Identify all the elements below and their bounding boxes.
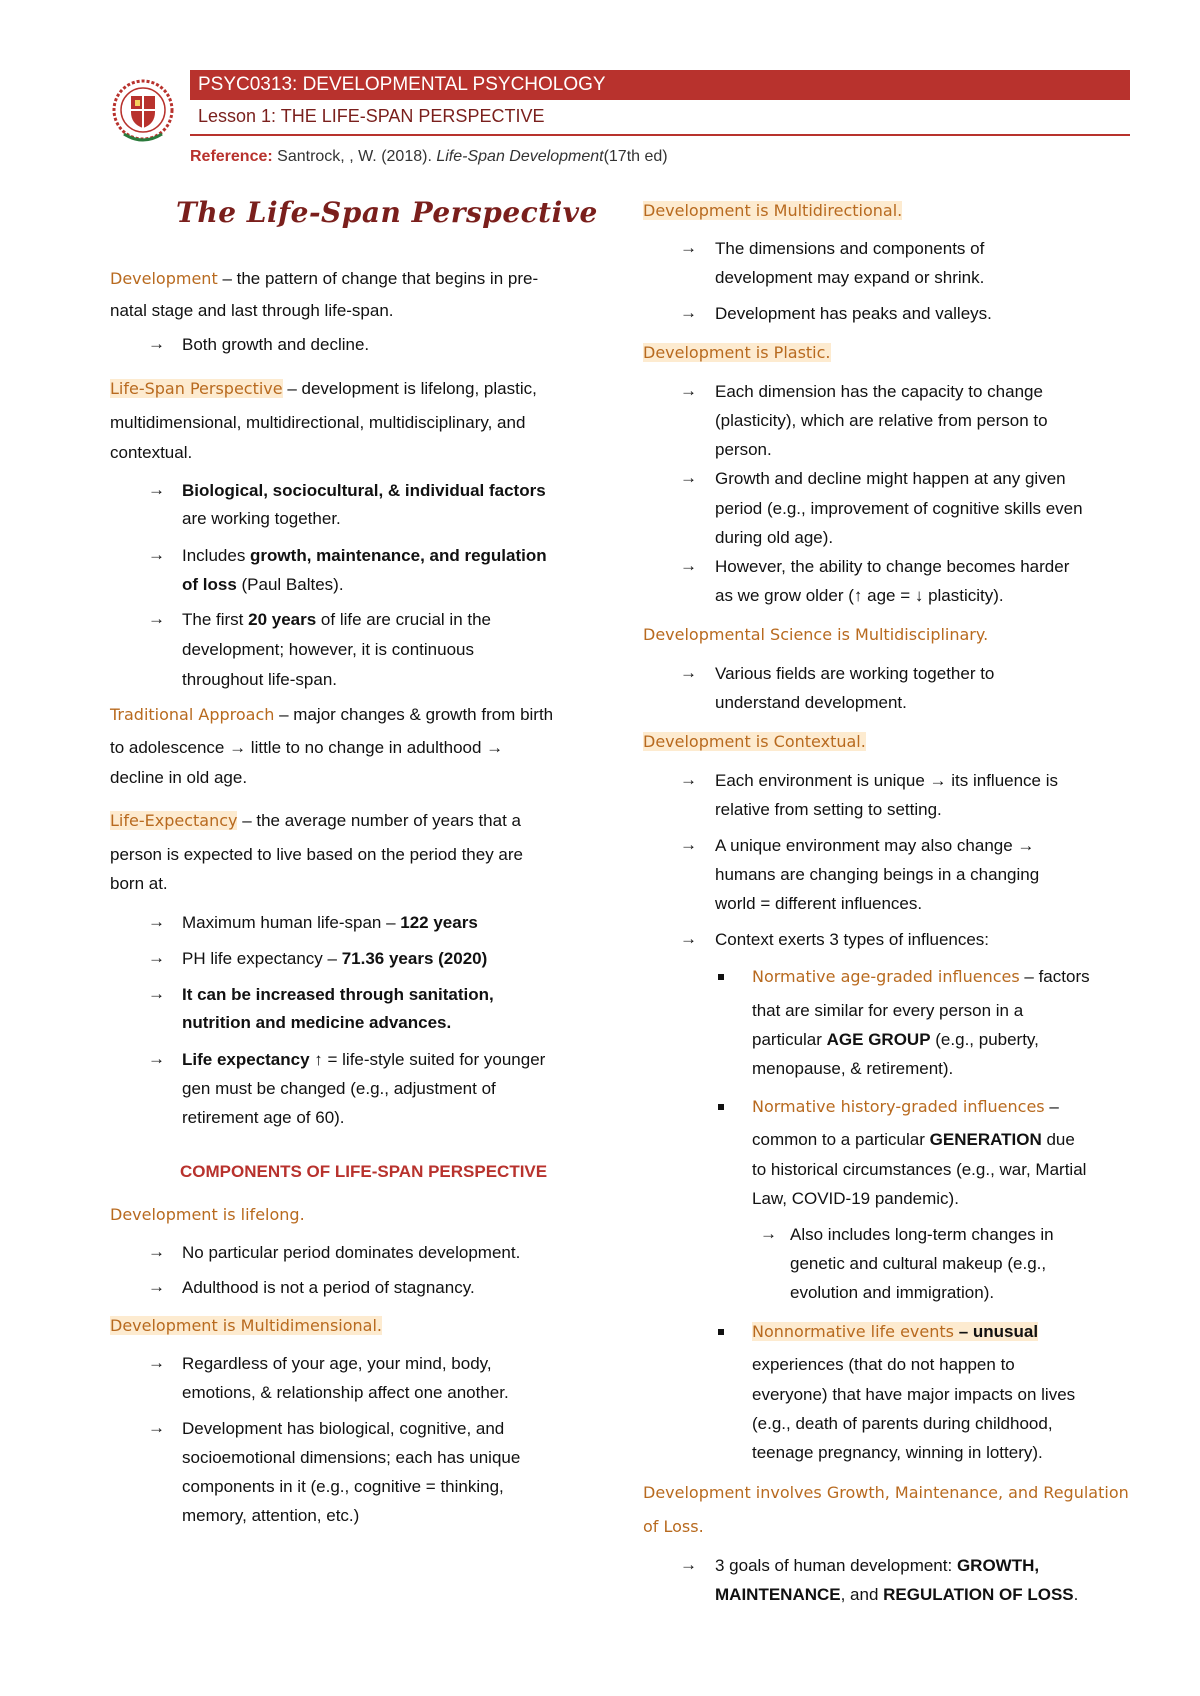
traditional-approach-definition xyxy=(110,700,553,729)
term-text: Normative history-graded influences xyxy=(752,1097,1045,1116)
text-line: as we grow older (↑ age = ↓ plasticity). xyxy=(715,586,1004,605)
right-arrow-icon: → xyxy=(148,609,165,628)
right-arrow-icon: → xyxy=(680,770,697,789)
text: 3 goals of human development: xyxy=(715,1556,957,1575)
section-heading xyxy=(643,727,866,756)
bold-text: MAINTENANCE xyxy=(715,1585,841,1604)
section-heading xyxy=(643,620,988,649)
bullet-text: However, the ability to change becomes harder xyxy=(715,557,1070,576)
life-expectancy-definition xyxy=(110,806,521,835)
right-arrow-icon: → xyxy=(680,929,697,948)
heading-text: Development is Multidirectional. xyxy=(643,201,903,220)
term-development: Development xyxy=(110,269,218,288)
text-line: genetic and cultural makeup (e.g., xyxy=(790,1254,1047,1273)
bullet-text xyxy=(182,605,491,634)
heading-text: Development is Plastic. xyxy=(643,343,831,362)
bullet-text xyxy=(182,541,547,570)
right-arrow-icon: → xyxy=(680,381,697,400)
text-line: menopause, & retirement). xyxy=(752,1059,954,1078)
header-rule xyxy=(190,134,1130,136)
text-line: evolution and immigration). xyxy=(790,1283,995,1302)
text-line: understand development. xyxy=(715,693,907,712)
text-line xyxy=(182,1008,451,1037)
bullet-text: Adulthood is not a period of stagnancy. xyxy=(182,1278,475,1297)
text: , and xyxy=(840,1585,884,1604)
text-line: Law, COVID-19 pandemic). xyxy=(752,1189,959,1208)
right-arrow-icon: → xyxy=(148,912,165,931)
text-line: throughout life-span. xyxy=(182,670,337,689)
text: common to a particular xyxy=(752,1130,930,1149)
bullet-text: Growth and decline might happen at any given xyxy=(715,469,1066,488)
text: – development is lifelong, plastic, xyxy=(282,379,537,398)
text: particular xyxy=(752,1030,827,1049)
right-arrow-icon: → xyxy=(148,948,165,967)
right-arrow-icon: → xyxy=(760,1224,777,1243)
text-line: experiences (that do not happen to xyxy=(752,1355,1015,1374)
text-line: to historical circumstances (e.g., war, Martial xyxy=(752,1160,1087,1179)
text-line: socioemotional dimensions; each has unique xyxy=(182,1448,521,1467)
text: – xyxy=(1044,1097,1059,1116)
text-line: gen must be changed (e.g., adjustment of xyxy=(182,1079,496,1098)
heading-text: Development is lifelong. xyxy=(110,1205,305,1224)
section-heading xyxy=(643,196,902,225)
text: due xyxy=(1041,1130,1075,1149)
term-text: Nonnormative life events xyxy=(752,1322,954,1341)
bold-text: 20 years xyxy=(248,610,317,629)
text-line: emotions, & relationship affect one another. xyxy=(182,1383,509,1402)
right-arrow-icon: → xyxy=(148,1242,165,1261)
section-heading xyxy=(643,338,831,367)
bullet-text: Various fields are working together to xyxy=(715,664,995,683)
bullet-text xyxy=(752,1125,1075,1154)
right-arrow-icon: → xyxy=(680,1555,697,1574)
right-arrow-icon: → xyxy=(148,984,165,1003)
reference-label: Reference: xyxy=(190,148,273,165)
square-bullet-icon xyxy=(718,974,724,980)
right-arrow-icon: → xyxy=(148,1049,165,1068)
section-heading xyxy=(110,1311,382,1340)
bullet-text: Each dimension has the capacity to change xyxy=(715,382,1043,401)
text: . xyxy=(1073,1585,1079,1604)
bullet-text xyxy=(182,1045,545,1074)
bullet-text xyxy=(182,944,487,973)
text-line: contextual. xyxy=(110,443,193,462)
bullet-text xyxy=(182,570,344,599)
section-heading xyxy=(643,1512,704,1541)
bold-text: nutrition and medicine advances. xyxy=(182,1013,452,1032)
heading-text: Development is Multidimensional. xyxy=(110,1316,382,1335)
text-line: that are similar for every person in a xyxy=(752,1001,1024,1020)
bold-text: Life expectancy ↑ xyxy=(182,1050,323,1069)
bold-text: GROWTH, xyxy=(956,1556,1040,1575)
text: of life are crucial in the xyxy=(316,610,492,629)
text: – major changes & growth from birth xyxy=(274,705,554,724)
text-line: world = different influences. xyxy=(715,894,923,913)
right-arrow-icon: → xyxy=(148,1353,165,1372)
reference-text: Santrock, , W. (2018). xyxy=(277,148,432,165)
right-arrow-icon: → xyxy=(680,238,697,257)
right-arrow-icon: → xyxy=(680,663,697,682)
text-line: retirement age of 60). xyxy=(182,1108,345,1127)
right-arrow-icon: → xyxy=(680,468,697,487)
section-heading xyxy=(643,1478,1129,1507)
university-seal-icon xyxy=(112,74,174,158)
text-line: person is expected to live based on the period they are xyxy=(110,845,523,864)
text-line: relative from setting to setting. xyxy=(715,800,942,819)
bullet-text: A unique environment may also change → xyxy=(715,836,1035,855)
text-line: (plasticity), which are relative from person to xyxy=(715,411,1048,430)
text: – the pattern of change that begins in pre- xyxy=(217,269,539,288)
right-arrow-icon: → xyxy=(148,334,165,353)
text: PH life expectancy – xyxy=(182,949,342,968)
bullet-text: Development has biological, cognitive, and xyxy=(182,1419,505,1438)
text-line: to adolescence → little to no change in adulthood → xyxy=(110,738,504,757)
text-line: development; however, it is continuous xyxy=(182,640,475,659)
text-line: period (e.g., improvement of cognitive skills even xyxy=(715,499,1083,518)
section-heading xyxy=(110,1200,305,1229)
square-bullet-icon xyxy=(718,1104,724,1110)
bold-text: Biological, sociocultural, & individual factors xyxy=(182,481,546,500)
right-arrow-icon: → xyxy=(148,1418,165,1437)
bullet-text xyxy=(752,962,1090,991)
right-arrow-icon: → xyxy=(148,1277,165,1296)
text: Maximum human life-span – xyxy=(182,913,401,932)
text-line: decline in old age. xyxy=(110,768,248,787)
bullet-text xyxy=(182,476,546,505)
bullet-text xyxy=(715,1551,1039,1580)
bullet-text: Development has peaks and valleys. xyxy=(715,304,992,323)
text: – the average number of years that a xyxy=(237,811,521,830)
term-lifespan-perspective: Life-Span Perspective xyxy=(110,379,283,398)
heading-text: of Loss. xyxy=(643,1517,704,1536)
bullet-text: No particular period dominates development. xyxy=(182,1243,521,1262)
reference xyxy=(190,148,668,166)
text: The first xyxy=(182,610,249,629)
text: = life-style suited for younger xyxy=(322,1050,546,1069)
heading-text: Development involves Growth, Maintenance, and Regulation xyxy=(643,1483,1129,1502)
bullet-text: Also includes long-term changes in xyxy=(790,1225,1054,1244)
bold-text: GENERATION xyxy=(929,1130,1042,1149)
right-arrow-icon: → xyxy=(148,545,165,564)
bullet-text: The dimensions and components of xyxy=(715,239,985,258)
text-line: memory, attention, etc.) xyxy=(182,1506,360,1525)
text-line: humans are changing beings in a changing xyxy=(715,865,1040,884)
bold-text: of loss xyxy=(182,575,237,594)
bold-text: 71.36 years (2020) xyxy=(341,949,488,968)
text-line: multidimensional, multidirectional, multidisciplinary, and xyxy=(110,413,526,432)
text-line: components in it (e.g., cognitive = thinking, xyxy=(182,1477,504,1496)
text-line: (e.g., death of parents during childhood, xyxy=(752,1414,1053,1433)
text: – factors xyxy=(1019,967,1090,986)
text-line: everyone) that have major impacts on lives xyxy=(752,1385,1076,1404)
text-line: born at. xyxy=(110,874,168,893)
bullet-text: Regardless of your age, your mind, body, xyxy=(182,1354,492,1373)
bullet-text: Both growth and decline. xyxy=(182,335,370,354)
text-line: during old age). xyxy=(715,528,834,547)
bold-text: AGE GROUP xyxy=(826,1030,931,1049)
page-title: The Life-Span Perspective xyxy=(176,196,598,229)
right-arrow-icon: → xyxy=(680,835,697,854)
term-traditional-approach: Traditional Approach xyxy=(110,705,275,724)
bold-text: REGULATION OF LOSS xyxy=(883,1585,1074,1604)
bullet-text: Each environment is unique → its influence is xyxy=(715,771,1059,790)
bold-text: 122 years xyxy=(400,913,478,932)
text-line: are working together. xyxy=(182,509,341,528)
right-arrow-icon: → xyxy=(680,303,697,322)
bold-text: growth, maintenance, and regulation xyxy=(250,546,547,565)
reference-edition: (17th ed) xyxy=(603,148,668,165)
text: Includes xyxy=(182,546,251,565)
term-text: Normative age-graded influences xyxy=(752,967,1020,986)
bold-text: – unusual xyxy=(954,1322,1039,1341)
text-line: natal stage and last through life-span. xyxy=(110,301,394,320)
right-arrow-icon: → xyxy=(148,480,165,499)
bullet-text xyxy=(715,1580,1078,1609)
right-arrow-icon: → xyxy=(680,556,697,575)
heading-text: Developmental Science is Multidisciplinary. xyxy=(643,625,989,644)
development-definition xyxy=(110,264,538,293)
text-line: person. xyxy=(715,440,772,459)
text: (Paul Baltes). xyxy=(236,575,344,594)
bullet-text xyxy=(752,1025,1039,1054)
lifespan-perspective-definition xyxy=(110,374,537,403)
course-title-bar: PSYC0313: DEVELOPMENTAL PSYCHOLOGY xyxy=(190,70,1130,100)
text-line xyxy=(182,980,494,1009)
text-line: development may expand or shrink. xyxy=(715,268,985,287)
reference-book: Life-Span Development xyxy=(436,148,604,165)
bullet-text xyxy=(752,1092,1059,1121)
square-bullet-icon xyxy=(718,1329,724,1335)
lesson-title: Lesson 1: THE LIFE-SPAN PERSPECTIVE xyxy=(198,106,545,126)
bullet-text: Context exerts 3 types of influences: xyxy=(715,930,990,949)
bold-text: It can be increased through sanitation, xyxy=(182,985,494,1004)
components-heading: COMPONENTS OF LIFE-SPAN PERSPECTIVE xyxy=(180,1162,548,1181)
bullet-text xyxy=(182,908,478,937)
heading-text: Development is Contextual. xyxy=(643,732,866,751)
text-line: teenage pregnancy, winning in lottery). xyxy=(752,1443,1043,1462)
bullet-text xyxy=(752,1317,1038,1346)
term-life-expectancy: Life-Expectancy xyxy=(110,811,238,830)
text: (e.g., puberty, xyxy=(930,1030,1039,1049)
